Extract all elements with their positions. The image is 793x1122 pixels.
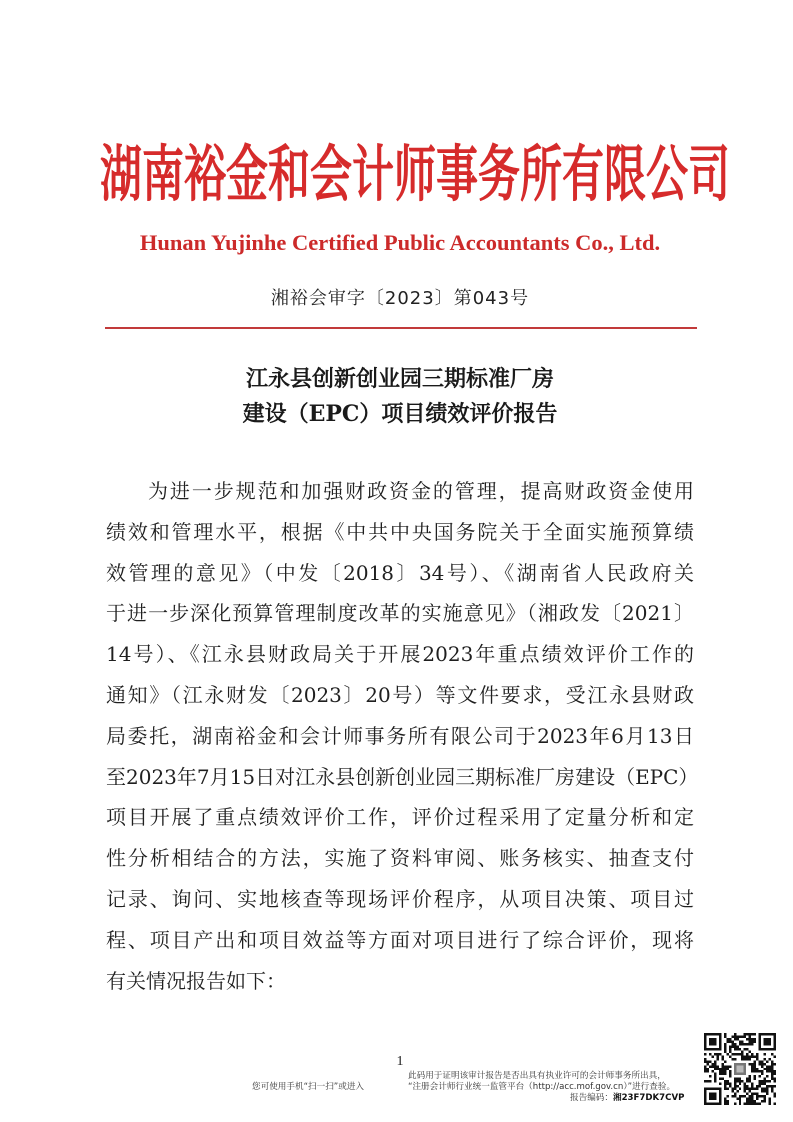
body-line: 项目开展了重点绩效评价工作，评价过程采用了定量分析和定 — [106, 805, 694, 830]
body-line: 于进一步深化预算管理制度改革的实施意见》（湘政发〔2021〕 — [106, 601, 694, 626]
firm-name-cn-container — [100, 128, 731, 220]
qr-code-icon[interactable] — [704, 1033, 776, 1105]
firm-name-en: Hunan Yujinhe Certified Public Accountants Co., Ltd. — [139, 230, 661, 255]
body-line: 至2023年7月15日对江永县创新创业园三期标准厂房建设（EPC） — [106, 764, 699, 789]
document-number: 湘裕会审字〔2023〕第043号 — [270, 288, 530, 309]
body-line: 性分析相结合的方法，实施了资料审阅、账务核实、抽查支付 — [106, 846, 694, 871]
body-line: 14号）、《江永县财政局关于开展2023年重点绩效评价工作的 — [106, 642, 694, 667]
verify-note-left: 您可使用手机“扫一扫”或进入 — [252, 1082, 365, 1092]
body-line: 记录、询问、实地核查等现场评价程序，从项目决策、项目过 — [106, 886, 694, 911]
report-title-line-2: 建设（EPC）项目绩效评价报告 — [242, 401, 558, 427]
body-line: 绩效和管理水平，根据《中共中央国务院关于全面实施预算绩 — [106, 519, 694, 544]
report-body — [106, 471, 699, 1001]
body-line: 有关情况报告如下： — [106, 968, 286, 993]
report-code — [570, 1093, 684, 1104]
verify-note-line-2: “注册会计师行业统一监管平台（http://acc.mof.gov.cn）”进行查验。 — [408, 1082, 676, 1092]
firm-name-cn: 湖南裕金和会计师事务所有限公司 — [100, 138, 731, 210]
body-line: 局委托，湖南裕金和会计师事务所有限公司于2023年6月13日 — [106, 723, 694, 748]
body-line: 通知》（江永财发〔2023〕20号）等文件要求，受江永县财政 — [106, 682, 694, 707]
report-title-line-1: 江永县创新创业园三期标准厂房 — [245, 366, 554, 392]
report-code-label: 报告编码： — [570, 1093, 613, 1103]
report-title — [150, 362, 650, 432]
report-code-value: 湘23F7DK7CVP — [612, 1093, 685, 1103]
header-divider — [105, 327, 697, 329]
body-line: 程、项目产出和项目效益等方面对项目进行了综合评价，现将 — [106, 927, 694, 952]
body-line: 为进一步规范和加强财政资金的管理，提高财政资金使用 — [148, 479, 694, 503]
qr-code-graphic — [704, 1033, 776, 1105]
page-number: 1 — [396, 1054, 404, 1069]
verify-note-line-1: 此码用于证明该审计报告是否出具有执业许可的会计师事务所出具， — [408, 1071, 666, 1081]
body-line: 效管理的意见》（中发〔2018〕34号）、《湖南省人民政府关 — [106, 560, 694, 585]
